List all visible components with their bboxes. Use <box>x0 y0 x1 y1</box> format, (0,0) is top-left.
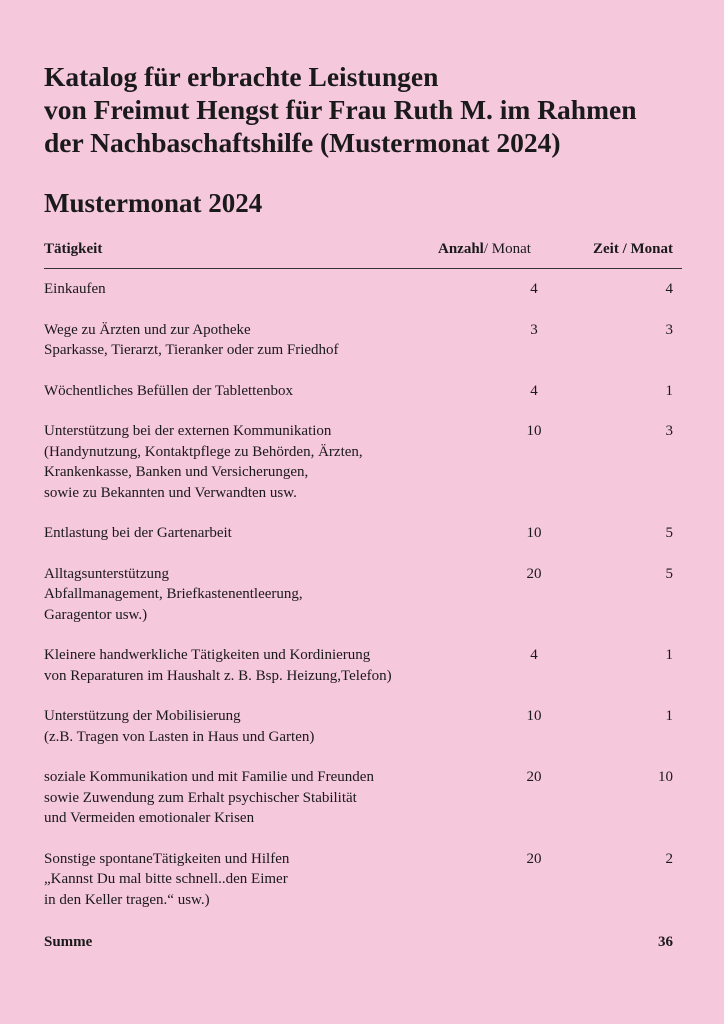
row-activity <box>44 279 514 300</box>
table-row <box>44 421 682 503</box>
row-time: 5 <box>665 525 673 541</box>
activity-line: Unterstützung bei der externen Kommunikation <box>44 423 332 439</box>
title-line: der Nachbaschaftshilfe (Mustermonat 2024) <box>44 127 561 158</box>
table-row <box>44 523 682 544</box>
sum-label: Summe <box>44 934 93 950</box>
row-count: 10 <box>526 423 542 439</box>
table-row <box>44 767 682 829</box>
activity-line: Sparkasse, Tierarzt, Tieranker oder zum Friedhof <box>44 342 339 358</box>
document-title <box>44 60 694 159</box>
row-time: 3 <box>665 423 673 439</box>
table-body <box>44 279 682 930</box>
row-time: 2 <box>665 850 673 867</box>
activity-line: „Kannst Du mal bitte schnell..den Eimer <box>44 871 288 887</box>
activity-line: von Reparaturen im Haushalt z. B. Bsp. Heizung,Telefon) <box>44 667 392 684</box>
row-activity <box>44 320 514 361</box>
header-activity: Tätigkeit <box>44 241 103 257</box>
sum-value: 36 <box>658 934 673 950</box>
row-activity <box>44 767 514 829</box>
row-count: 10 <box>526 525 542 541</box>
row-activity <box>44 706 514 747</box>
row-time: 4 <box>665 281 673 297</box>
row-time: 5 <box>665 565 673 582</box>
activity-line: Einkaufen <box>44 281 106 297</box>
table-row <box>44 564 682 626</box>
activity-line: und Vermeiden emotionaler Krisen <box>44 810 255 826</box>
activity-line: Wege zu Ärzten und zur Apotheke <box>44 321 251 338</box>
header-divider <box>44 268 682 269</box>
row-count: 4 <box>530 647 538 663</box>
row-count: 10 <box>526 708 542 724</box>
row-activity <box>44 523 514 544</box>
activity-line: sowie zu Bekannten und Verwandten usw. <box>44 484 297 501</box>
activity-line: Sonstige spontaneTätigkeiten und Hilfen <box>44 850 290 867</box>
table-row <box>44 320 682 361</box>
header-time: Zeit / Monat <box>593 241 673 257</box>
header-count <box>438 238 531 260</box>
activity-line: Garagentor usw.) <box>44 606 148 623</box>
row-time: 3 <box>665 321 673 338</box>
table-row <box>44 849 682 911</box>
activity-line: Entlastung bei der Gartenarbeit <box>44 525 232 541</box>
activity-line: sowie Zuwendung zum Erhalt psychischer Stabilität <box>44 789 357 806</box>
row-count: 3 <box>530 321 538 338</box>
activity-line: Alltagsunterstützung <box>44 565 169 582</box>
activity-line: Wöchentliches Befüllen der Tablettenbox <box>44 382 294 399</box>
table-row <box>44 279 682 300</box>
table-row <box>44 645 682 686</box>
activity-line: in den Keller tragen.“ usw.) <box>44 891 210 908</box>
sum-row <box>44 932 682 952</box>
table-row <box>44 381 682 402</box>
row-count: 20 <box>526 565 542 582</box>
row-time: 10 <box>658 769 673 785</box>
row-count: 20 <box>526 769 542 785</box>
table-row <box>44 706 682 747</box>
row-count: 4 <box>530 281 538 297</box>
header-count-bold: Anzahl <box>438 241 484 257</box>
activity-line: (z.B. Tragen von Lasten in Haus und Garten) <box>44 728 315 745</box>
table-header <box>44 238 682 260</box>
row-time: 1 <box>665 382 673 399</box>
title-line: von Freimut Hengst für Frau Ruth M. im Rahmen <box>44 94 637 125</box>
row-activity <box>44 564 514 626</box>
activity-line: Kleinere handwerkliche Tätigkeiten und Kordinierung <box>44 647 371 663</box>
row-time: 1 <box>665 708 673 724</box>
row-activity <box>44 645 514 686</box>
row-activity <box>44 421 514 503</box>
document-subtitle: Mustermonat 2024 <box>44 188 263 218</box>
row-activity <box>44 849 514 911</box>
header-count-rest: / Monat <box>483 241 531 257</box>
activity-line: Unterstützung der Mobilisierung <box>44 708 241 724</box>
title-line: Katalog für erbrachte Leistungen <box>44 61 439 92</box>
activity-line: (Handynutzung, Kontaktpflege zu Behörden, Ärzten, <box>44 443 363 460</box>
row-count: 20 <box>526 850 542 867</box>
activity-line: soziale Kommunikation und mit Familie und Freunden <box>44 769 374 785</box>
activity-line: Krankenkasse, Banken und Versicherungen, <box>44 464 309 480</box>
activity-line: Abfallmanagement, Briefkastenentleerung, <box>44 586 303 602</box>
row-count: 4 <box>530 382 538 399</box>
row-time: 1 <box>665 647 673 663</box>
row-activity <box>44 381 514 402</box>
